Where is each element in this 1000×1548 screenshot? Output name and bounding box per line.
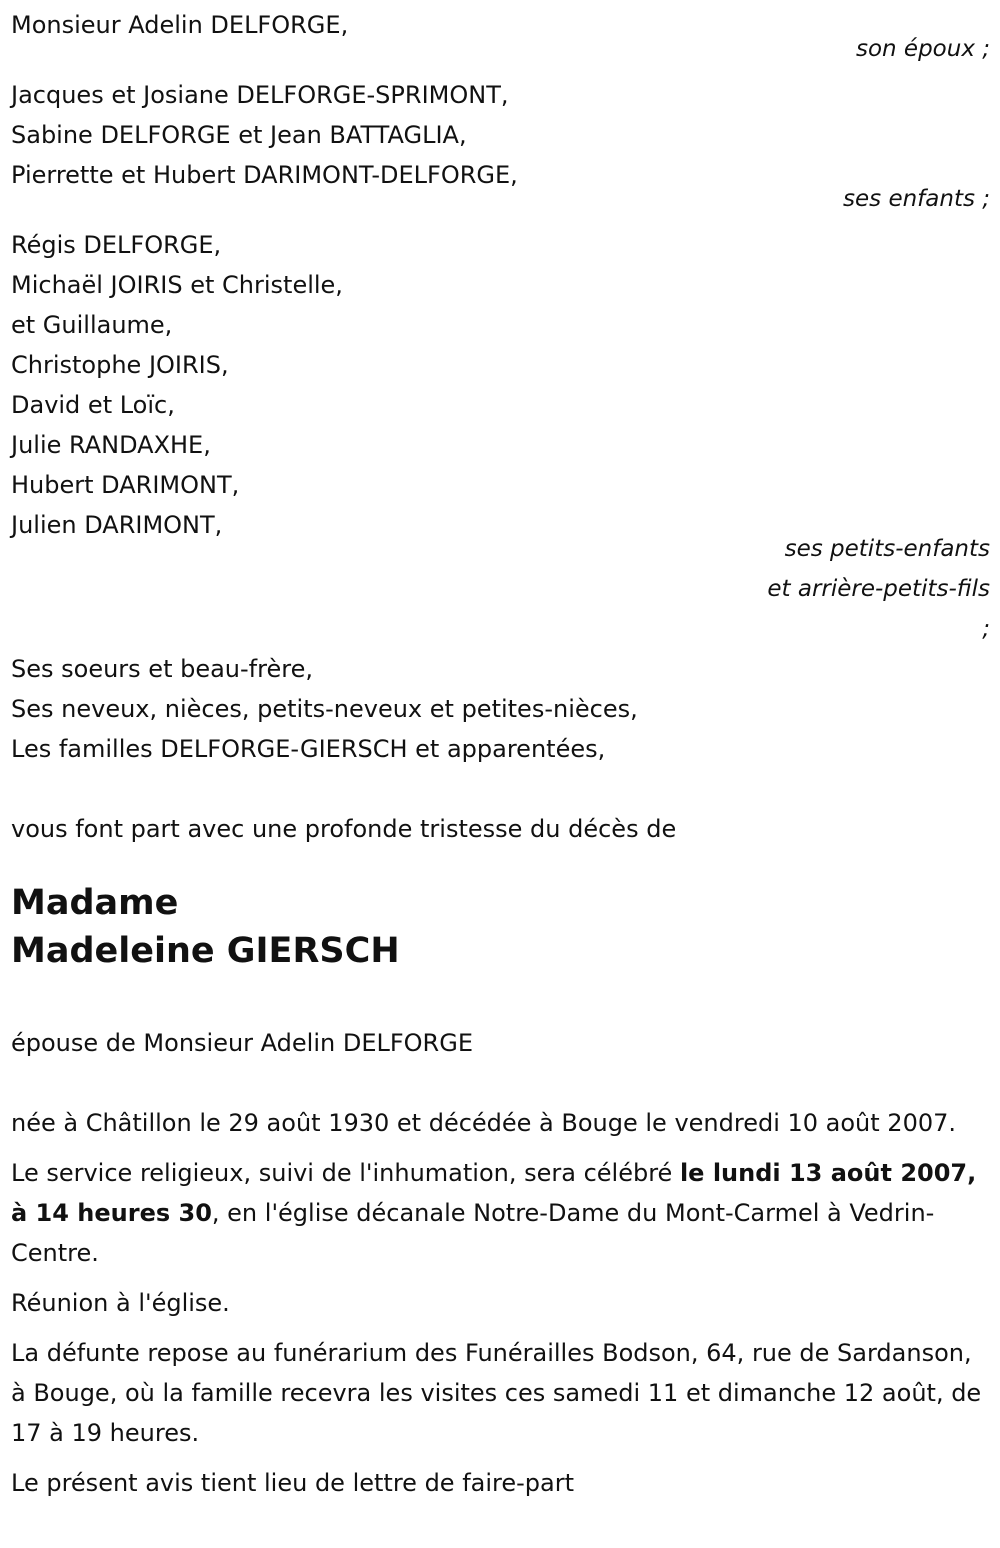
grandchild-line: et Guillaume, [11, 311, 173, 339]
child-line: Pierrette et Hubert DARIMONT-DELFORGE, [11, 161, 518, 189]
service-date: le lundi 13 août 2007, à 14 heures 30 [11, 1159, 977, 1227]
service-text-after: , en l'église décanale Notre-Dame du Mont-Carmel à Vedrin-Centre. [11, 1199, 935, 1267]
grandchild-line: Julie RANDAXHE, [11, 431, 211, 459]
grandchild-line: Régis DELFORGE, [11, 231, 222, 259]
deceased-fullname: Madeleine GIERSCH [11, 931, 400, 971]
grandchild-line: David et Loïc, [11, 391, 175, 419]
service-text [11, 1153, 990, 1273]
grandchildren-role-line: ; [982, 616, 990, 642]
deceased-title: Madame [11, 883, 179, 923]
grandchild-line: Julien DARIMONT, [11, 511, 223, 539]
grandchild-line: Michaël JOIRIS et Christelle, [11, 271, 343, 299]
deceased-name [11, 879, 990, 975]
family-line: Les familles DELFORGE-GIERSCH et apparentées, [11, 735, 606, 763]
service-text-before: Le service religieux, suivi de l'inhumation, sera célébré [11, 1159, 680, 1187]
grandchild-line: Christophe JOIRIS, [11, 351, 229, 379]
birth-death-text: née à Châtillon le 29 août 1930 et décédée à Bouge le vendredi 10 août 2007. [11, 1109, 957, 1137]
grandchildren-role-line: ses petits-enfants [784, 536, 990, 562]
spouse-section [11, 5, 990, 69]
spouse-role: son époux ; [855, 36, 990, 62]
family-section [11, 649, 990, 769]
announcement-text: vous font part avec une profonde tristesse du décès de [11, 815, 677, 843]
child-line: Jacques et Josiane DELFORGE-SPRIMONT, [11, 81, 509, 109]
meeting-text: Réunion à l'église. [11, 1289, 230, 1317]
family-line: Ses neveux, nièces, petits-neveux et petites-nièces, [11, 695, 638, 723]
closing-text: Le présent avis tient lieu de lettre de faire-part [11, 1469, 575, 1497]
children-role: ses enfants ; [843, 186, 990, 212]
spouse-of-text: épouse de Monsieur Adelin DELFORGE [11, 1029, 473, 1057]
grandchildren-role-line: et arrière-petits-fils [767, 576, 990, 602]
child-line: Sabine DELFORGE et Jean BATTAGLIA, [11, 121, 467, 149]
grandchild-line: Hubert DARIMONT, [11, 471, 240, 499]
family-line: Ses soeurs et beau-frère, [11, 655, 313, 683]
visitation-text: La défunte repose au funérarium des Funérailles Bodson, 64, rue de Sardanson, à Bouge, où la famille recevra les visites ces samedi 11 et dimanche 12 août, de 17 à 19 heures. [11, 1339, 982, 1447]
death-notice [0, 5, 1000, 1548]
grandchildren-section [11, 225, 990, 649]
children-section [11, 75, 990, 219]
spouse-name: Monsieur Adelin DELFORGE, [11, 11, 349, 39]
